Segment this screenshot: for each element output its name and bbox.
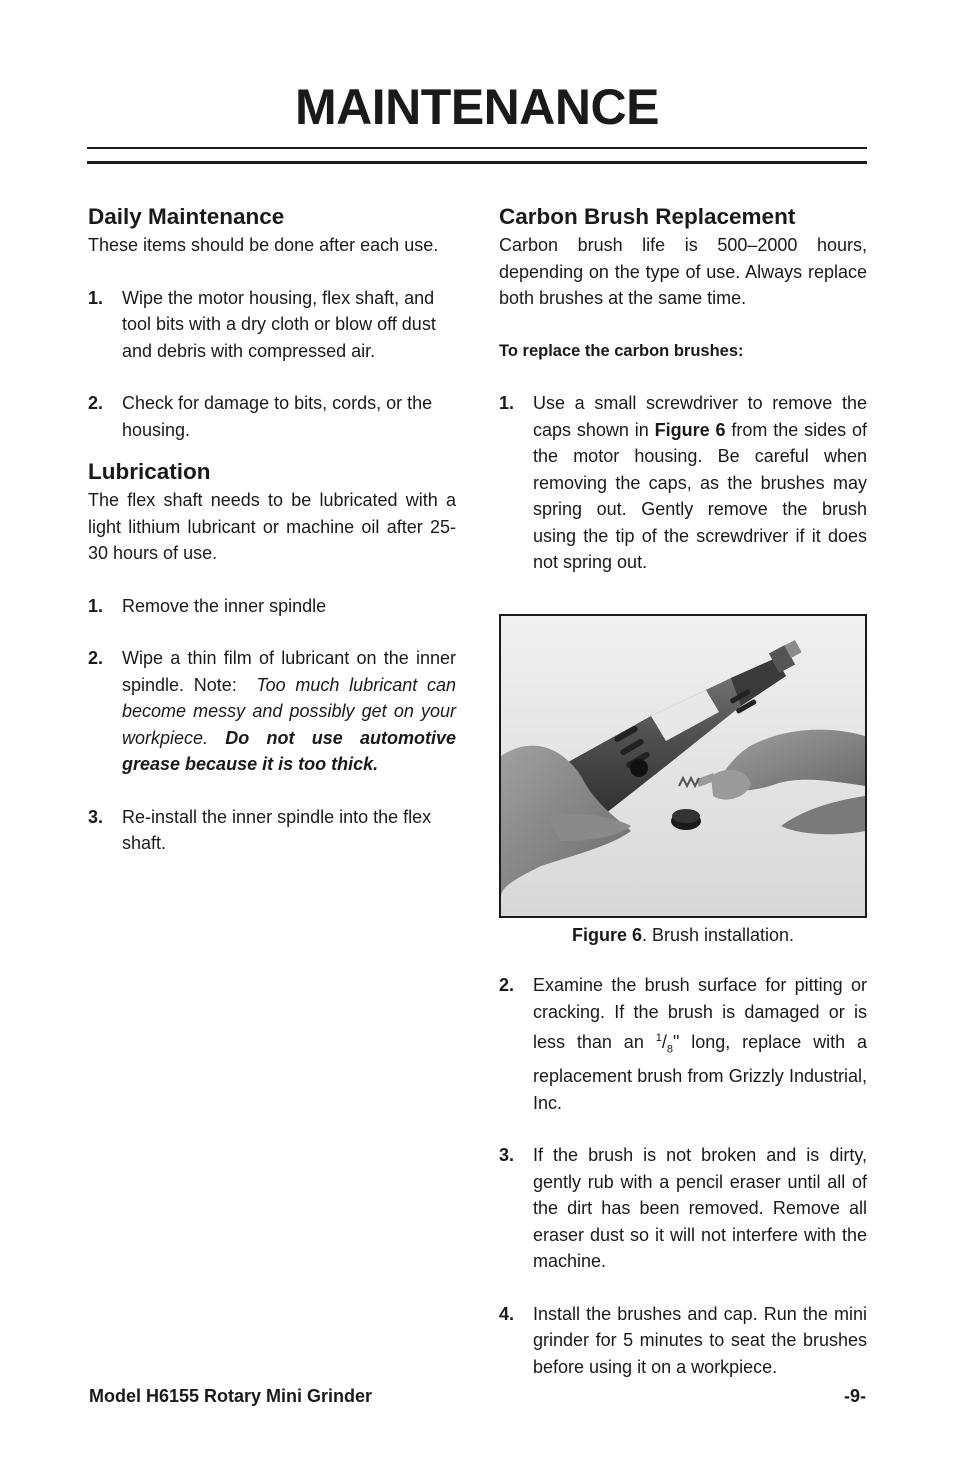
daily-item-1-text: Wipe the motor housing, flex shaft, and tool bits with a dry cloth or blow off dust and debris with compressed air. (122, 287, 436, 361)
title-rule-bottom (87, 161, 867, 164)
lubrication-item-1-number: 1. (88, 595, 104, 616)
daily-item-2 (88, 390, 456, 443)
lubrication-item-2 (88, 645, 456, 778)
footer-page-number: -9- (844, 1386, 866, 1406)
figure-6-caption-text: . Brush installation. (641, 924, 795, 945)
carbon-item-4-text: Install the brushes and cap. Run the mini grinder for 5 minutes to seat the brushes before using it on a workpiece. (533, 1303, 867, 1377)
footer-model: Model H6155 Rotary Mini Grinder (89, 1386, 373, 1406)
lubrication-item-2-warning: Do not use automotive grease because it is too thick. (122, 727, 456, 774)
page-title: MAINTENANCE (295, 79, 659, 135)
lubrication-item-2-italic: Too much lubricant can become messy and possibly get on your workpiece. (122, 674, 456, 748)
carbon-item-2-text-a: Examine the brush surface for pitting or cracking. If the brush is damaged or is less than an (533, 975, 867, 1052)
lubrication-intro: The flex shaft needs to be lubricated with a light lithium lubricant or machine oil after 25-30 hours of use. (88, 490, 456, 563)
lubrication-item-1-text: Remove the inner spindle (122, 595, 327, 616)
daily-maintenance-intro: These items should be done after each use. (88, 235, 439, 255)
daily-item-1-number: 1. (88, 287, 104, 308)
carbon-brush-subheading: To replace the carbon brushes: (499, 341, 744, 360)
lubrication-item-2-plain: Wipe a thin film of lubricant on the inner spindle. Note: (122, 648, 456, 695)
lubrication-item-3-text: Re-install the inner spindle into the flex shaft. (122, 806, 432, 853)
fraction-denominator: 8 (666, 1043, 673, 1056)
grinder-brush-illustration (501, 616, 865, 916)
carbon-item-1-text-b: from the sides of the motor housing. Be careful when removing the caps, as the brushes may spring out. Gently remove the brush using the tip of the screwdriver if it does not spring out. (533, 419, 867, 572)
figure-6-caption (499, 922, 867, 949)
carbon-item-3-number: 3. (499, 1145, 515, 1166)
carbon-item-4-number: 4. (499, 1303, 515, 1324)
carbon-item-2-text: Examine the brush surface for pitting or cracking. If the brush is damaged or is less than an $^1/_8$" long, replace with a replacement brush from Grizzly Industrial, Inc. (533, 975, 867, 1113)
lubrication-item-1 (88, 593, 456, 620)
carbon-item-3-text: If the brush is not broken and is dirty, gently rub with a pencil eraser until all of the dirt has been removed. Remove all eraser dust so it will not interfere with the machine. (533, 1145, 867, 1272)
figure-6-photo (499, 614, 867, 918)
carbon-brush-heading: Carbon Brush Replacement (499, 204, 796, 229)
carbon-item-1-text (533, 390, 867, 576)
daily-item-2-number: 2. (88, 393, 104, 413)
lubrication-item-2-number: 2. (88, 648, 104, 668)
title-rule-top (87, 147, 867, 149)
lubrication-item-2-text (122, 645, 456, 778)
lubrication-heading: Lubrication (88, 459, 211, 484)
carbon-item-1-text-a: Use a small screwdriver to remove the caps shown in (533, 393, 867, 440)
figure-6-label: Figure 6 (571, 924, 642, 945)
daily-maintenance-heading: Daily Maintenance (88, 204, 285, 229)
left-column (88, 202, 456, 857)
carbon-item-2 (499, 972, 867, 1116)
carbon-brush-intro: Carbon brush life is 500–2000 hours, depending on the type of use. Always replace both brushes at the same time. (499, 235, 867, 308)
daily-item-1 (88, 285, 456, 365)
lubrication-item-3-number: 3. (88, 806, 104, 827)
fraction-numerator: 1 (655, 1032, 662, 1044)
carbon-item-1 (499, 390, 867, 576)
daily-item-2-text: Check for damage to bits, cords, or the housing. (122, 393, 433, 440)
carbon-item-1-number: 1. (499, 393, 515, 413)
right-column (499, 202, 867, 1380)
carbon-item-2-number: 2. (499, 975, 515, 995)
carbon-item-4 (499, 1301, 867, 1381)
lubrication-item-3 (88, 804, 456, 857)
carbon-item-3 (499, 1142, 867, 1275)
carbon-item-2-text-b: " long, replace with a replacement brush from Grizzly Industrial, Inc. (533, 1032, 867, 1113)
figure-6-reference: Figure 6 (654, 419, 726, 440)
